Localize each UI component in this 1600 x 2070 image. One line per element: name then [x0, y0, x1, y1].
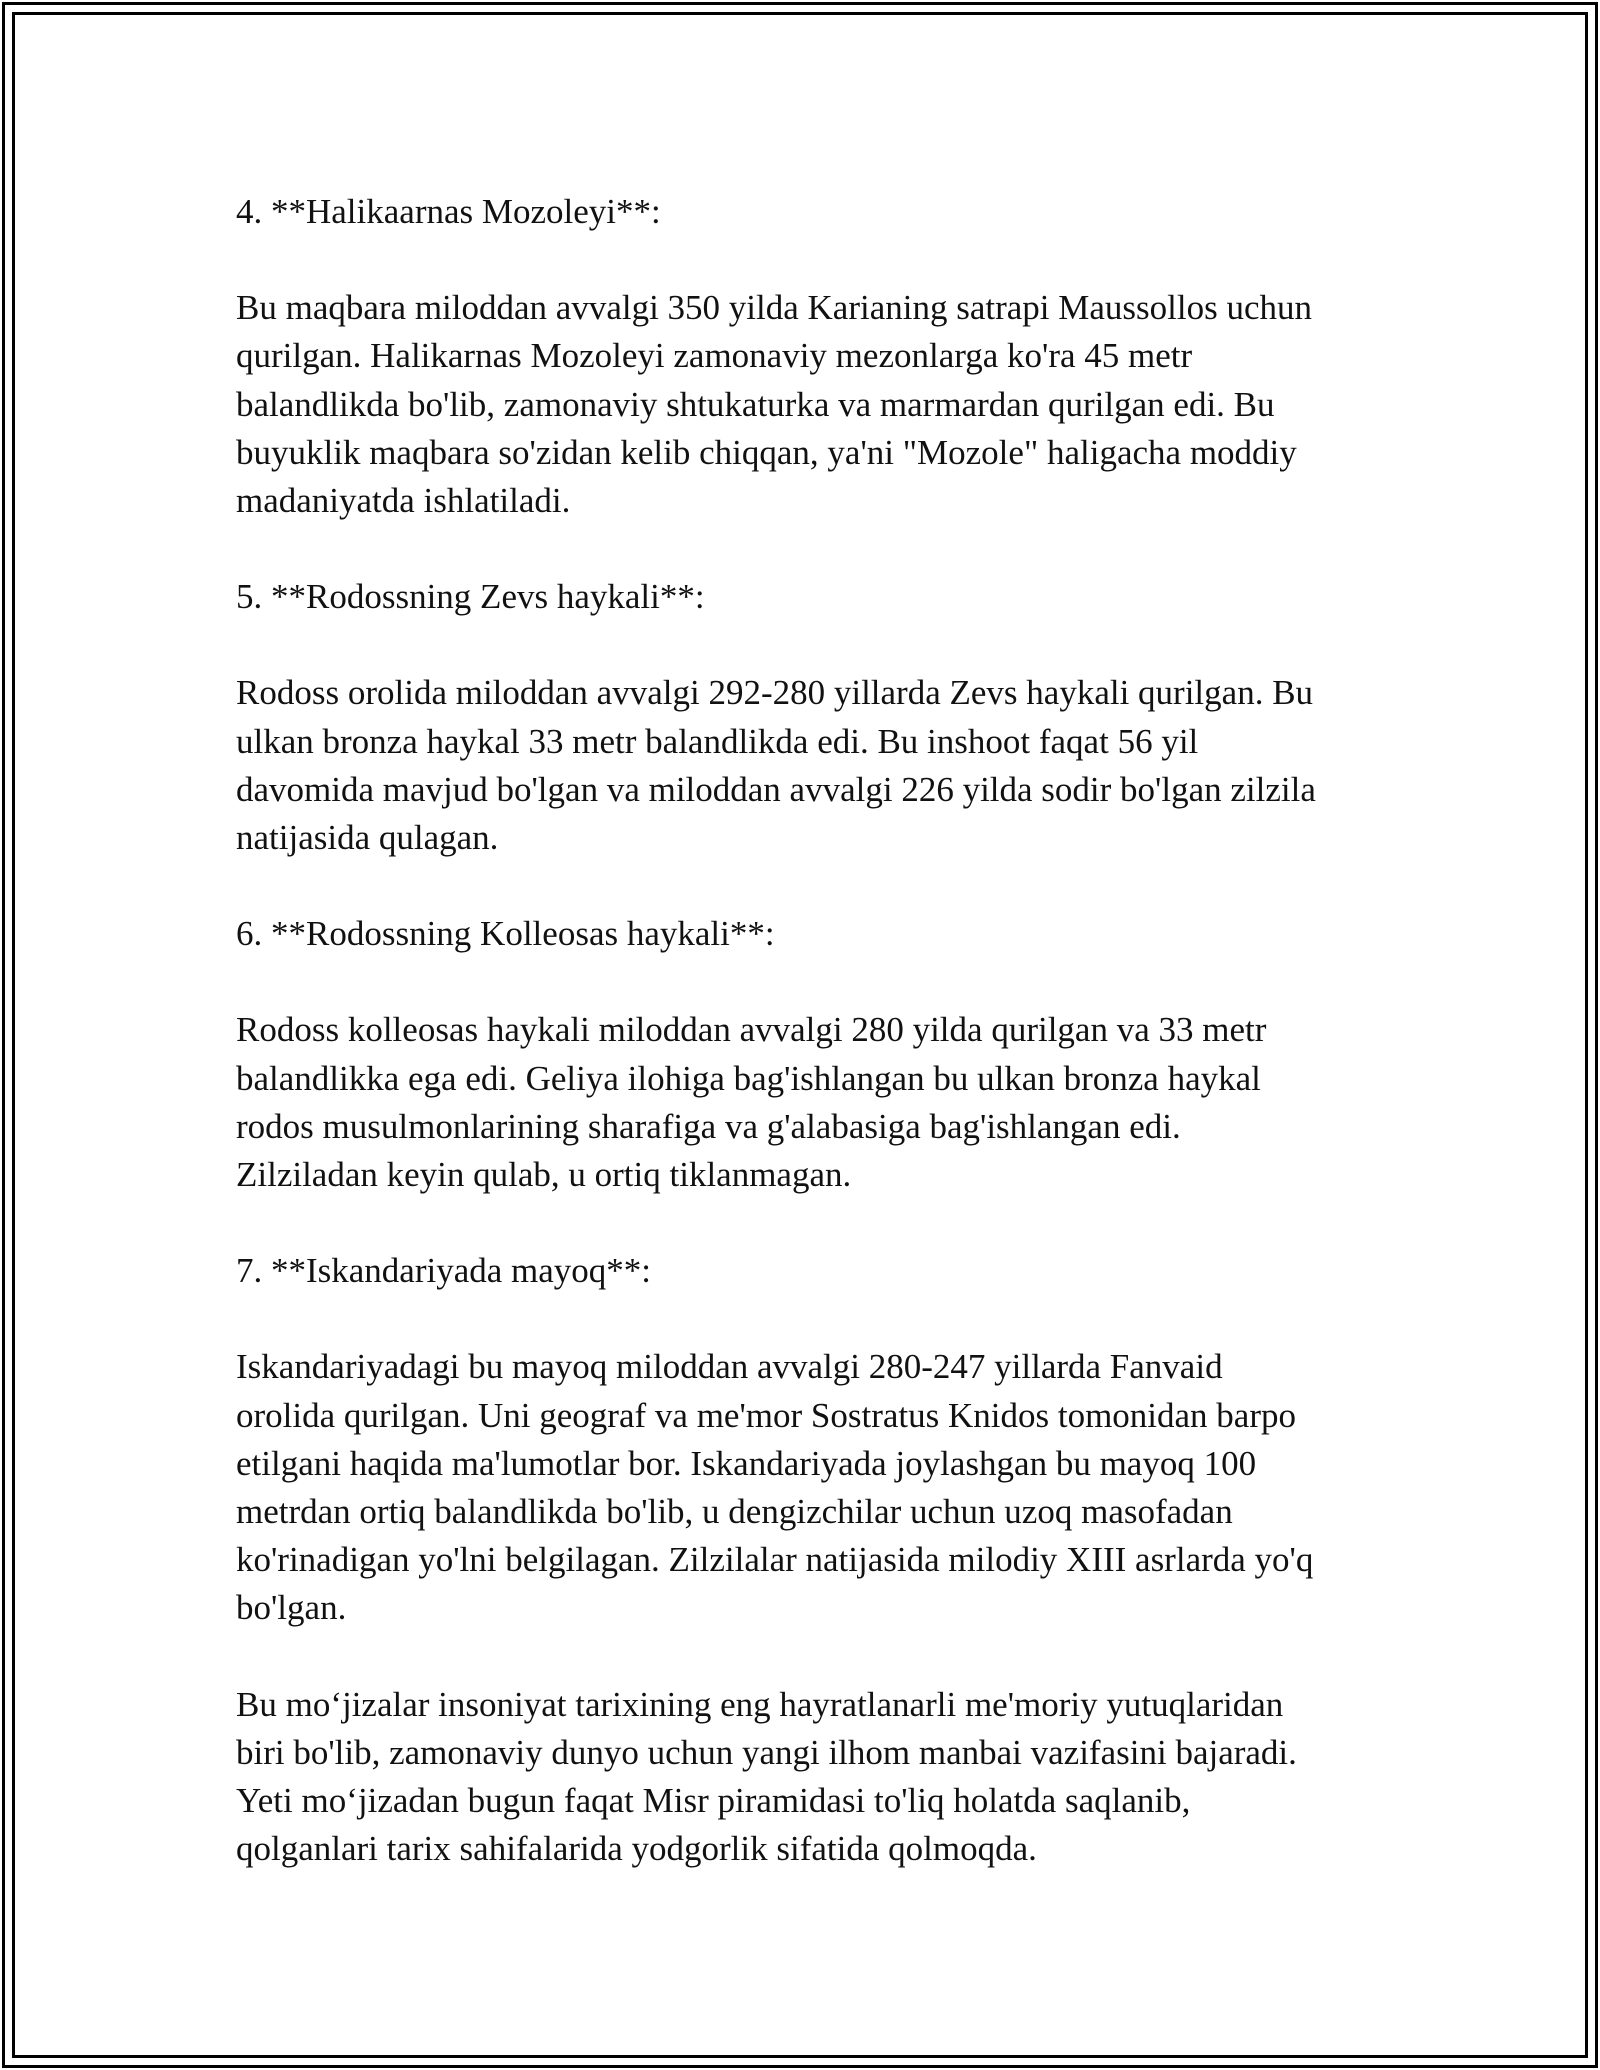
- paragraph-line: Zilziladan keyin qulab, u ortiq tiklanmagan.: [236, 1155, 852, 1195]
- section-paragraph: [236, 669, 1386, 862]
- paragraph-line: Rodoss kolleosas haykali miloddan avvalgi 280 yilda qurilgan va 33 metr: [236, 1010, 1267, 1050]
- paragraph-line: metrdan ortiq balandlikda bo'lib, u dengizchilar uchun uzoq masofadan: [236, 1492, 1233, 1532]
- paragraph-line: ko'rinadigan yo'lni belgilagan. Zilzilalar natijasida milodiy XIII asrlarda yo'q: [236, 1540, 1314, 1580]
- paragraph-line: Bu mo‘jizalar insoniyat tarixining eng hayratlanarli me'moriy yutuqlaridan: [236, 1684, 1284, 1724]
- paragraph-line: biri bo'lib, zamonaviy dunyo uchun yangi ilhom manbai vazifasini bajaradi.: [236, 1732, 1297, 1772]
- paragraph-line: balandlikka ega edi. Geliya ilohiga bag'ishlangan bu ulkan bronza haykal: [236, 1058, 1261, 1098]
- paragraph-line: buyuklik maqbara so'zidan kelib chiqqan, ya'ni "Mozole" haligacha moddiy: [236, 432, 1297, 472]
- paragraph-line: Bu maqbara miloddan avvalgi 350 yilda Karianing satrapi Maussollos uchun: [236, 288, 1313, 328]
- paragraph-line: balandlikda bo'lib, zamonaviy shtukaturka va marmardan qurilgan edi. Bu: [236, 384, 1275, 424]
- paragraph-line: qolganlari tarix sahifalarida yodgorlik sifatida qolmoqda.: [236, 1829, 1037, 1869]
- section-paragraph: [236, 284, 1386, 525]
- conclusion-paragraph: [236, 1681, 1386, 1874]
- paragraph-line: ulkan bronza haykal 33 metr balandlikda edi. Bu inshoot faqat 56 yil: [236, 721, 1199, 761]
- paragraph-line: Iskandariyadagi bu mayoq miloddan avvalgi 280-247 yillarda Fanvaid: [236, 1347, 1223, 1387]
- section-heading: 6. **Rodossning Kolleosas haykali**:: [236, 914, 775, 954]
- document-body: [236, 188, 1386, 1921]
- paragraph-line: etilgani haqida ma'lumotlar bor. Iskandariyada joylashgan bu mayoq 100: [236, 1443, 1257, 1483]
- paragraph-line: madaniyatda ishlatiladi.: [236, 481, 571, 521]
- section-heading: 5. **Rodossning Zevs haykali**:: [236, 577, 705, 617]
- paragraph-line: bo'lgan.: [236, 1588, 347, 1628]
- paragraph-line: davomida mavjud bo'lgan va miloddan avvalgi 226 yilda sodir bo'lgan zilzila: [236, 769, 1316, 809]
- paragraph-line: Rodoss orolida miloddan avvalgi 292-280 yillarda Zevs haykali qurilgan. Bu: [236, 673, 1314, 713]
- paragraph-line: qurilgan. Halikarnas Mozoleyi zamonaviy mezonlarga ko'ra 45 metr: [236, 336, 1193, 376]
- paragraph-line: orolida qurilgan. Uni geograf va me'mor Sostratus Knidos tomonidan barpo: [236, 1395, 1296, 1435]
- paragraph-line: natijasida qulagan.: [236, 818, 499, 858]
- section-heading: 4. **Halikaarnas Mozoleyi**:: [236, 192, 661, 231]
- section-heading: 7. **Iskandariyada mayoq**:: [236, 1251, 652, 1291]
- paragraph-line: Yeti mo‘jizadan bugun faqat Misr piramidasi to'liq holatda saqlanib,: [236, 1781, 1191, 1821]
- section-paragraph: [236, 1343, 1386, 1632]
- section-paragraph: [236, 1006, 1386, 1199]
- paragraph-line: rodos musulmonlarining sharafiga va g'alabasiga bag'ishlangan edi.: [236, 1106, 1181, 1146]
